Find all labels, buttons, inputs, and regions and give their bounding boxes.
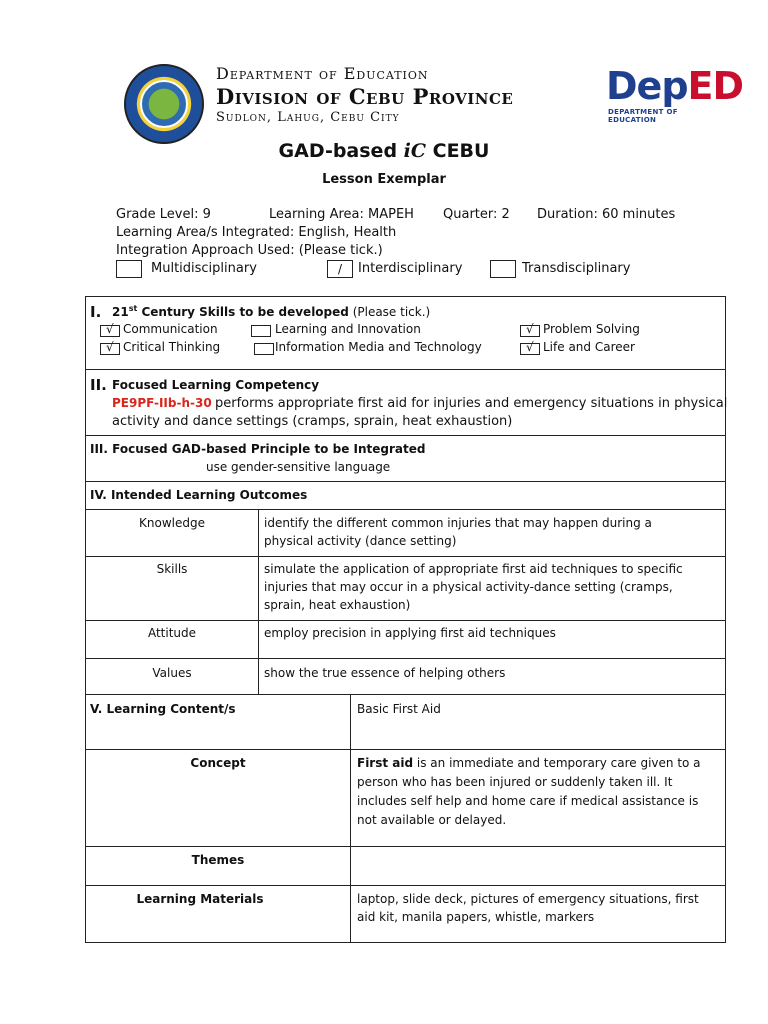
outcome-skills-line2: injuries that may occur in a physical activity-dance setting (cramps,	[264, 580, 673, 594]
competency-text-line2: activity and dance settings (cramps, sprain, heat exhaustion)	[112, 414, 513, 429]
section-2-title: Focused Learning Competency	[112, 378, 320, 392]
outcome-skills-line1: simulate the application of appropriate first aid techniques to specific	[264, 562, 683, 576]
materials-line2: aid kit, manila papers, whistle, markers	[357, 910, 595, 924]
concept-line1: First aid is an immediate and temporary care given to a	[357, 756, 701, 770]
multidisciplinary-label: Multidisciplinary	[151, 261, 257, 276]
skill-label-info-media-tech: Information Media and Technology	[275, 340, 482, 354]
outcome-knowledge-line2: physical activity (dance setting)	[264, 534, 457, 548]
competency-text-line1: performs appropriate first aid for injuries and emergency situations in physical	[215, 396, 728, 411]
outcome-values-line1: show the true essence of helping others	[264, 666, 506, 680]
transdisciplinary-label: Transdisciplinary	[522, 261, 631, 276]
section-1-title: 21st Century Skills to be developed (Please tick.)	[112, 304, 431, 319]
skill-checkbox-communication[interactable]: √	[100, 325, 120, 337]
skill-label-communication: Communication	[123, 322, 218, 336]
section-3-title: III. Focused GAD-based Principle to be Integrated	[90, 442, 426, 456]
concept-line3: includes self help and home care if medical assistance is	[357, 794, 699, 808]
outcome-label-knowledge: Knowledge	[139, 516, 205, 530]
page-title: GAD-based iC CEBU	[278, 140, 490, 162]
section-5-title: V. Learning Content/s	[90, 702, 236, 716]
gad-principle: use gender-sensitive language	[206, 460, 391, 474]
division-name: Division of Cebu Province	[216, 84, 514, 109]
section-1-number: I.	[90, 303, 102, 321]
outcome-label-attitude: Attitude	[147, 626, 197, 640]
skill-checkbox-life-career[interactable]: √	[520, 343, 540, 355]
learning-content: Basic First Aid	[357, 702, 441, 716]
duration: Duration: 60 minutes	[537, 207, 676, 222]
concept-line2: person who has been injured or suddenly taken ill. It	[357, 775, 673, 789]
skill-label-critical-thinking: Critical Thinking	[123, 340, 221, 354]
section-2-number: II.	[90, 376, 107, 394]
grade-level: Grade Level: 9	[116, 207, 211, 222]
multidisciplinary-checkbox[interactable]	[116, 260, 142, 278]
deped-logo: DepED DEPARTMENT OF EDUCATION	[606, 64, 744, 124]
skill-label-life-career: Life and Career	[543, 340, 635, 354]
outcome-label-skills: Skills	[156, 562, 188, 576]
skill-checkbox-critical-thinking[interactable]: √	[100, 343, 120, 355]
outcome-skills-line3: sprain, heat exhaustion)	[264, 598, 411, 612]
skill-checkbox-info-media-tech[interactable]	[254, 343, 274, 355]
transdisciplinary-checkbox[interactable]	[490, 260, 516, 278]
learning-area: Learning Area: MAPEH	[269, 207, 414, 222]
materials-line1: laptop, slide deck, pictures of emergency situations, first	[357, 892, 699, 906]
outcome-label-values: Values	[152, 666, 192, 680]
quarter: Quarter: 2	[443, 207, 510, 222]
integrated-areas: Learning Area/s Integrated: English, Health	[116, 225, 397, 240]
materials-label: Learning Materials	[136, 892, 264, 906]
section-4-title: IV. Intended Learning Outcomes	[90, 488, 308, 502]
integration-approach: Integration Approach Used: (Please tick.)	[116, 243, 383, 258]
page-subtitle: Lesson Exemplar	[322, 172, 446, 187]
concept-line4: not available or delayed.	[357, 813, 507, 827]
skill-label-learning-innovation: Learning and Innovation	[275, 322, 421, 336]
concept-label: Concept	[190, 756, 246, 770]
competency-code: PE9PF-IIb-h-30	[112, 396, 212, 410]
interdisciplinary-checkbox[interactable]: /	[327, 260, 353, 278]
department-name: Department of Education	[216, 64, 429, 83]
skill-checkbox-learning-innovation[interactable]	[251, 325, 271, 337]
cebu-province-seal	[124, 64, 204, 144]
skill-checkbox-problem-solving[interactable]: √	[520, 325, 540, 337]
outcome-attitude-line1: employ precision in applying first aid techniques	[264, 626, 556, 640]
division-address: Sudlon, Lahug, Cebu City	[216, 110, 400, 125]
outcome-knowledge-line1: identify the different common injuries that may happen during a	[264, 516, 652, 530]
themes-label: Themes	[191, 853, 245, 867]
interdisciplinary-label: Interdisciplinary	[358, 261, 463, 276]
skill-label-problem-solving: Problem Solving	[543, 322, 640, 336]
